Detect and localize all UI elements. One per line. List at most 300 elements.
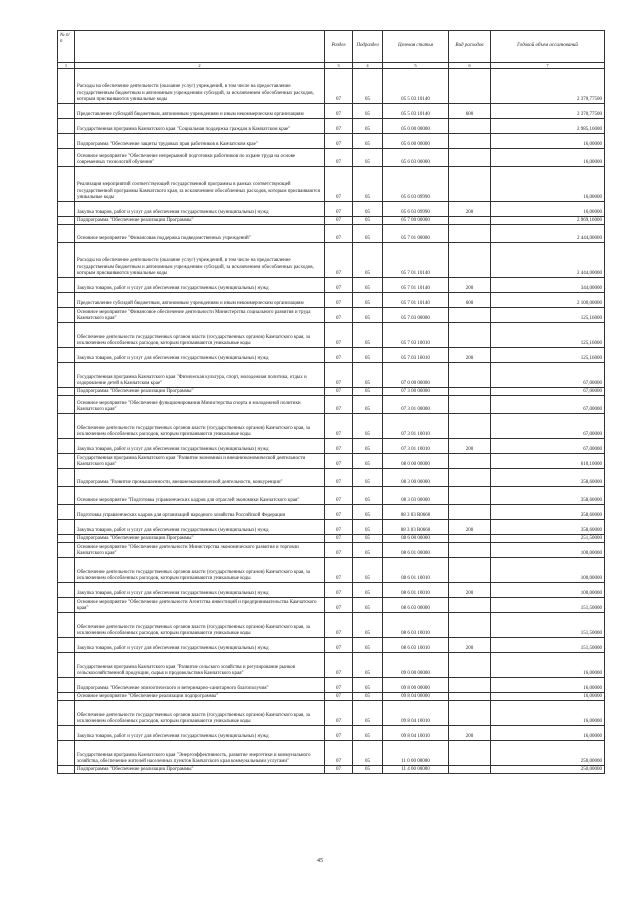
vr-cell: 200 — [449, 202, 491, 217]
index-cell: 4 — [353, 63, 383, 69]
csr-cell: 05 5 03 10140 — [383, 69, 449, 104]
vr-cell — [449, 487, 491, 505]
table-row — [58, 69, 605, 104]
razdel-cell: 07 — [325, 414, 353, 439]
podrazdel-cell: 05 — [353, 308, 383, 323]
num-cell — [58, 505, 75, 520]
vr-cell — [449, 119, 491, 134]
csr-cell: 09 8 00 00000 — [383, 678, 449, 693]
num-cell — [58, 726, 75, 741]
header-num: № п/п — [58, 31, 75, 63]
razdel-cell: 07 — [325, 363, 353, 388]
amount-cell: 2 985,16000 — [491, 119, 605, 134]
table-row — [58, 225, 605, 243]
name-cell: Основное мероприятие "Обеспечение деятельности Агентства инвестиций и предпринимательства Камчатского края" — [75, 598, 325, 613]
vr-cell: 200 — [449, 439, 491, 454]
name-cell: Расходы на обеспечение деятельности (оказание услуг) учреждений, в том числе на предоставление государственным бюджетным и автономным учреждениям субсидий, за исключением обособленных расходов, которым присваиваются уникальные коды — [75, 243, 325, 278]
name-cell: Расходы на обеспечение деятельности (оказание услуг) учреждений, в том числе на предоставление государственным бюджетным и автономным учреждениям субсидий, за исключением обособленных расходов, которым присваиваются уникальные коды — [75, 69, 325, 104]
csr-cell: 05 7 00 00000 — [383, 217, 449, 225]
table-row — [58, 454, 605, 469]
name-cell: Подпрограмма "Обеспечение реализации Программы" — [75, 388, 325, 396]
csr-cell: 05 7 03 00000 — [383, 308, 449, 323]
table-row — [58, 535, 605, 543]
csr-cell: 08 6 01 00000 — [383, 543, 449, 558]
name-cell: Подпрограмма "Обеспечение реализации Программы" — [75, 535, 325, 543]
csr-cell: 08 0 00 00000 — [383, 454, 449, 469]
amount-cell: 16,00000 — [491, 167, 605, 202]
num-cell — [58, 278, 75, 293]
podrazdel-cell: 05 — [353, 583, 383, 598]
table-row — [58, 701, 605, 726]
csr-cell: 07 3 01 10010 — [383, 414, 449, 439]
num-cell — [58, 583, 75, 598]
podrazdel-cell: 05 — [353, 454, 383, 469]
table-row — [58, 149, 605, 167]
podrazdel-cell: 05 — [353, 741, 383, 766]
name-cell: Закупка товаров, работ и услуг для обеспечения государственных (муниципальных) нужд — [75, 726, 325, 741]
header-name — [75, 31, 325, 63]
razdel-cell: 07 — [325, 439, 353, 454]
csr-cell: 07 0 00 00000 — [383, 363, 449, 388]
name-cell: Государственная программа Камчатского края "Физическая культура, спорт, молодежная политика, отдых и оздоровление детей в Камчатском крае" — [75, 363, 325, 388]
index-cell: 6 — [449, 63, 491, 69]
podrazdel-cell: 05 — [353, 323, 383, 348]
amount-cell: 344,00000 — [491, 278, 605, 293]
vr-cell — [449, 414, 491, 439]
name-cell: Основное мероприятие "Обеспечение деятельности Министерства экономического развития и торговли Камчатского края" — [75, 543, 325, 558]
vr-cell — [449, 766, 491, 774]
table-row — [58, 363, 605, 388]
vr-cell — [449, 454, 491, 469]
num-cell — [58, 225, 75, 243]
csr-cell: 08 6 03 00000 — [383, 598, 449, 613]
table-row — [58, 278, 605, 293]
podrazdel-cell: 05 — [353, 134, 383, 149]
table-row — [58, 308, 605, 323]
num-cell — [58, 396, 75, 414]
amount-cell: 100,00000 — [491, 543, 605, 558]
csr-cell: 08 3 03 00000 — [383, 487, 449, 505]
razdel-cell: 07 — [325, 454, 353, 469]
num-cell — [58, 119, 75, 134]
table-row — [58, 202, 605, 217]
vr-cell — [449, 741, 491, 766]
podrazdel-cell: 05 — [353, 348, 383, 363]
podrazdel-cell: 05 — [353, 693, 383, 701]
razdel-cell: 07 — [325, 278, 353, 293]
vr-cell: 600 — [449, 104, 491, 119]
podrazdel-cell: 05 — [353, 487, 383, 505]
table-row — [58, 414, 605, 439]
num-cell — [58, 701, 75, 726]
vr-cell — [449, 598, 491, 613]
vr-cell — [449, 613, 491, 638]
amount-cell: 251,50000 — [491, 535, 605, 543]
num-cell — [58, 693, 75, 701]
num-cell — [58, 348, 75, 363]
podrazdel-cell: 05 — [353, 167, 383, 202]
vr-cell: 600 — [449, 293, 491, 308]
razdel-cell: 07 — [325, 613, 353, 638]
razdel-cell: 07 — [325, 469, 353, 487]
vr-cell — [449, 701, 491, 726]
podrazdel-cell: 05 — [353, 726, 383, 741]
amount-cell: 151,50000 — [491, 638, 605, 653]
amount-cell: 67,00000 — [491, 439, 605, 454]
index-cell: 7 — [491, 63, 605, 69]
num-cell — [58, 363, 75, 388]
table-body — [58, 69, 605, 774]
razdel-cell: 07 — [325, 543, 353, 558]
csr-cell: 08 6 03 10010 — [383, 613, 449, 638]
podrazdel-cell: 05 — [353, 520, 383, 535]
podrazdel-cell: 05 — [353, 535, 383, 543]
csr-cell: 05 5 03 10140 — [383, 104, 449, 119]
num-cell — [58, 613, 75, 638]
name-cell: Государственная программа Камчатского края "Энергоэффективность, развитие энергетики и коммунального хозяйства, обеспечение жителей населенных пунктов Камчатского края коммунальными услугами" — [75, 741, 325, 766]
podrazdel-cell: 05 — [353, 613, 383, 638]
name-cell: Обеспечение деятельности государственных органов власти (государственных органов) Камчатского края, за исключением обособленных расходов, которым присваиваются уникальные коды — [75, 701, 325, 726]
amount-cell: 16,00000 — [491, 134, 605, 149]
razdel-cell: 07 — [325, 535, 353, 543]
csr-cell: 08 6 03 10010 — [383, 638, 449, 653]
amount-cell: 16,00000 — [491, 202, 605, 217]
vr-cell — [449, 558, 491, 583]
table-row — [58, 439, 605, 454]
csr-cell: 08 6 01 10010 — [383, 558, 449, 583]
table-row — [58, 388, 605, 396]
razdel-cell: 07 — [325, 104, 353, 119]
amount-cell: 2 444,00000 — [491, 243, 605, 278]
num-cell — [58, 543, 75, 558]
vr-cell — [449, 505, 491, 520]
name-cell: Предоставление субсидий бюджетным, автономным учреждениям и иным некоммерческим организациям — [75, 293, 325, 308]
name-cell: Закупка товаров, работ и услуг для обеспечения государственных (муниципальных) нужд — [75, 348, 325, 363]
vr-cell — [449, 134, 491, 149]
razdel-cell: 07 — [325, 308, 353, 323]
num-cell — [58, 308, 75, 323]
table-row — [58, 104, 605, 119]
num-cell — [58, 217, 75, 225]
csr-cell: 07 3 01 00000 — [383, 396, 449, 414]
name-cell: Подпрограмма "Обеспечение реализации Программы" — [75, 766, 325, 774]
razdel-cell: 07 — [325, 583, 353, 598]
razdel-cell: 07 — [325, 520, 353, 535]
amount-cell: 16,00000 — [491, 693, 605, 701]
podrazdel-cell: 05 — [353, 543, 383, 558]
name-cell: Закупка товаров, работ и услуг для обеспечения государственных (муниципальных) нужд — [75, 520, 325, 535]
razdel-cell: 07 — [325, 487, 353, 505]
vr-cell — [449, 388, 491, 396]
amount-cell: 2 100,00000 — [491, 293, 605, 308]
num-cell — [58, 202, 75, 217]
num-cell — [58, 323, 75, 348]
header-amount: Годовой объем ассигнований — [491, 31, 605, 63]
num-cell — [58, 520, 75, 535]
header-podrazdel: Подраздел — [353, 31, 383, 63]
razdel-cell: 07 — [325, 505, 353, 520]
table-row — [58, 726, 605, 741]
num-cell — [58, 638, 75, 653]
amount-cell: 151,50000 — [491, 598, 605, 613]
num-cell — [58, 653, 75, 678]
vr-cell — [449, 543, 491, 558]
num-cell — [58, 558, 75, 583]
table-row — [58, 348, 605, 363]
table-row — [58, 583, 605, 598]
table-row — [58, 293, 605, 308]
vr-cell: 200 — [449, 638, 491, 653]
table-row — [58, 323, 605, 348]
amount-cell: 67,00000 — [491, 363, 605, 388]
amount-cell: 67,00000 — [491, 388, 605, 396]
amount-cell: 250,00000 — [491, 766, 605, 774]
razdel-cell: 07 — [325, 396, 353, 414]
table-row — [58, 167, 605, 202]
amount-cell: 67,00000 — [491, 414, 605, 439]
csr-cell: 05 7 01 10140 — [383, 278, 449, 293]
podrazdel-cell: 05 — [353, 766, 383, 774]
table-row — [58, 469, 605, 487]
razdel-cell: 07 — [325, 766, 353, 774]
name-cell: Основное мероприятие "Обеспечение реализации подпрограммы" — [75, 693, 325, 701]
vr-cell — [449, 225, 491, 243]
vr-cell: 200 — [449, 726, 491, 741]
header-csr: Целевая статья — [383, 31, 449, 63]
csr-cell: 05 7 03 10010 — [383, 348, 449, 363]
table-row — [58, 613, 605, 638]
amount-cell: 16,00000 — [491, 701, 605, 726]
podrazdel-cell: 05 — [353, 598, 383, 613]
csr-cell: 05 7 01 10140 — [383, 293, 449, 308]
vr-cell — [449, 535, 491, 543]
table-row — [58, 693, 605, 701]
csr-cell: 05 7 03 10010 — [383, 323, 449, 348]
page-number: 45 — [317, 858, 323, 864]
razdel-cell: 07 — [325, 119, 353, 134]
podrazdel-cell: 05 — [353, 388, 383, 396]
num-cell — [58, 414, 75, 439]
razdel-cell: 07 — [325, 243, 353, 278]
amount-cell: 2 969,16000 — [491, 217, 605, 225]
razdel-cell: 07 — [325, 293, 353, 308]
razdel-cell: 07 — [325, 558, 353, 583]
vr-cell: 200 — [449, 348, 491, 363]
num-cell — [58, 741, 75, 766]
table-row — [58, 741, 605, 766]
num-cell — [58, 104, 75, 119]
document-page — [57, 30, 604, 774]
csr-cell: 08 6 01 10010 — [383, 583, 449, 598]
table-row — [58, 543, 605, 558]
podrazdel-cell: 05 — [353, 439, 383, 454]
table-header-row — [58, 31, 605, 63]
razdel-cell: 07 — [325, 167, 353, 202]
table-row — [58, 598, 605, 613]
vr-cell: 200 — [449, 278, 491, 293]
name-cell: Подпрограмма "Развитие промышленности, внешнеэкономической деятельности, конкуренции" — [75, 469, 325, 487]
name-cell: Закупка товаров, работ и услуг для обеспечения государственных (муниципальных) нужд — [75, 439, 325, 454]
razdel-cell: 07 — [325, 217, 353, 225]
table-row — [58, 134, 605, 149]
num-cell — [58, 134, 75, 149]
amount-cell: 2 370,77500 — [491, 69, 605, 104]
index-cell: 1 — [58, 63, 75, 69]
podrazdel-cell: 05 — [353, 278, 383, 293]
podrazdel-cell: 05 — [353, 505, 383, 520]
vr-cell — [449, 396, 491, 414]
num-cell — [58, 487, 75, 505]
podrazdel-cell: 05 — [353, 653, 383, 678]
podrazdel-cell: 05 — [353, 202, 383, 217]
amount-cell: 151,50000 — [491, 613, 605, 638]
name-cell: Подготовка управленческих кадров для организаций народного хозяйства Российской Федерации — [75, 505, 325, 520]
amount-cell: 358,60000 — [491, 505, 605, 520]
index-cell: 2 — [75, 63, 325, 69]
podrazdel-cell: 05 — [353, 414, 383, 439]
podrazdel-cell: 05 — [353, 225, 383, 243]
name-cell: Основное мероприятие "Обеспечение непрерывной подготовки работников по охране труда на основе современных технологий обучения" — [75, 149, 325, 167]
num-cell — [58, 454, 75, 469]
name-cell: Закупка товаров, работ и услуг для обеспечения государственных (муниципальных) нужд — [75, 638, 325, 653]
csr-cell: 05 6 00 00000 — [383, 134, 449, 149]
num-cell — [58, 469, 75, 487]
razdel-cell: 07 — [325, 225, 353, 243]
table-row — [58, 638, 605, 653]
name-cell: Подпрограмма "Обеспечение защиты трудовых прав работников в Камчатском крае" — [75, 134, 325, 149]
vr-cell — [449, 308, 491, 323]
amount-cell: 16,00000 — [491, 653, 605, 678]
razdel-cell: 07 — [325, 149, 353, 167]
razdel-cell: 07 — [325, 69, 353, 104]
podrazdel-cell: 05 — [353, 558, 383, 583]
csr-cell: 05 6 03 09990 — [383, 202, 449, 217]
amount-cell: 358,60000 — [491, 469, 605, 487]
amount-cell: 100,00000 — [491, 558, 605, 583]
podrazdel-cell: 05 — [353, 217, 383, 225]
csr-cell: 05 7 01 10140 — [383, 243, 449, 278]
csr-cell: 08 6 00 00000 — [383, 535, 449, 543]
podrazdel-cell: 05 — [353, 396, 383, 414]
num-cell — [58, 535, 75, 543]
podrazdel-cell: 05 — [353, 363, 383, 388]
num-cell — [58, 766, 75, 774]
podrazdel-cell: 05 — [353, 701, 383, 726]
table-row — [58, 558, 605, 583]
amount-cell: 2 444,00000 — [491, 225, 605, 243]
vr-cell — [449, 167, 491, 202]
vr-cell — [449, 363, 491, 388]
csr-cell: 05 6 03 09990 — [383, 167, 449, 202]
razdel-cell: 07 — [325, 701, 353, 726]
vr-cell — [449, 653, 491, 678]
razdel-cell: 07 — [325, 653, 353, 678]
vr-cell — [449, 323, 491, 348]
podrazdel-cell: 05 — [353, 104, 383, 119]
num-cell — [58, 439, 75, 454]
razdel-cell: 07 — [325, 348, 353, 363]
name-cell: Подпрограмма "Обеспечение эпизоотического и ветеринарно-санитарного благополучия" — [75, 678, 325, 693]
vr-cell — [449, 217, 491, 225]
name-cell: Подпрограмма "Обеспечение реализации Программы" — [75, 217, 325, 225]
razdel-cell: 07 — [325, 638, 353, 653]
amount-cell: 16,00000 — [491, 149, 605, 167]
csr-cell: 09 8 04 00000 — [383, 693, 449, 701]
table-row — [58, 653, 605, 678]
name-cell: Закупка товаров, работ и услуг для обеспечения государственных (муниципальных) нужд — [75, 583, 325, 598]
podrazdel-cell: 05 — [353, 69, 383, 104]
budget-table — [57, 30, 605, 774]
amount-cell: 16,00000 — [491, 726, 605, 741]
num-cell — [58, 293, 75, 308]
csr-cell: 05 7 01 00000 — [383, 225, 449, 243]
name-cell: Обеспечение деятельности государственных органов власти (государственных органов) Камчатского края, за исключением обособленных расходов, которым присваиваются уникальные коды — [75, 414, 325, 439]
amount-cell: 358,60000 — [491, 487, 605, 505]
name-cell: Основное мероприятие "Подготовка управленческих кадров для отраслей экономики Камчатского края" — [75, 487, 325, 505]
name-cell: Предоставление субсидий бюджетным, автономным учреждениям и иным некоммерческим организациям — [75, 104, 325, 119]
csr-cell: 05 0 00 00000 — [383, 119, 449, 134]
vr-cell — [449, 678, 491, 693]
vr-cell — [449, 243, 491, 278]
csr-cell: 08 3 03 R0660 — [383, 520, 449, 535]
num-cell — [58, 167, 75, 202]
razdel-cell: 07 — [325, 726, 353, 741]
vr-cell — [449, 69, 491, 104]
amount-cell: 100,00000 — [491, 583, 605, 598]
podrazdel-cell: 05 — [353, 469, 383, 487]
name-cell: Обеспечение деятельности государственных органов власти (государственных органов) Камчатского края, за исключением обособленных расходов, которым присваиваются уникальные коды — [75, 558, 325, 583]
amount-cell: 125,16000 — [491, 323, 605, 348]
header-razdel: Раздел — [325, 31, 353, 63]
csr-cell: 11 0 00 00000 — [383, 741, 449, 766]
header-vr: Вид расходов — [449, 31, 491, 63]
table-row — [58, 243, 605, 278]
razdel-cell: 07 — [325, 134, 353, 149]
num-cell — [58, 69, 75, 104]
table-row — [58, 505, 605, 520]
vr-cell: 200 — [449, 583, 491, 598]
podrazdel-cell: 05 — [353, 678, 383, 693]
num-cell — [58, 243, 75, 278]
csr-cell: 07 3 01 10010 — [383, 439, 449, 454]
razdel-cell: 07 — [325, 323, 353, 348]
table-row — [58, 766, 605, 774]
vr-cell: 200 — [449, 520, 491, 535]
csr-cell: 09 8 04 10010 — [383, 726, 449, 741]
num-cell — [58, 598, 75, 613]
table-row — [58, 520, 605, 535]
name-cell: Государственная программа Камчатского края "Развитие сельского хозяйства и регулирование рынков сельскохозяйственной продукции, сырья и продовольствия Камчатского края" — [75, 653, 325, 678]
vr-cell — [449, 693, 491, 701]
csr-cell: 05 6 03 00000 — [383, 149, 449, 167]
table-row — [58, 678, 605, 693]
amount-cell: 67,00000 — [491, 396, 605, 414]
vr-cell — [449, 149, 491, 167]
csr-cell: 09 8 04 10010 — [383, 701, 449, 726]
csr-cell: 08 3 03 R0660 — [383, 505, 449, 520]
amount-cell: 2 370,77500 — [491, 104, 605, 119]
amount-cell: 250,00000 — [491, 741, 605, 766]
podrazdel-cell: 05 — [353, 293, 383, 308]
num-cell — [58, 678, 75, 693]
csr-cell: 08 3 00 00000 — [383, 469, 449, 487]
csr-cell: 09 0 00 00000 — [383, 653, 449, 678]
amount-cell: 610,10000 — [491, 454, 605, 469]
amount-cell: 16,00000 — [491, 678, 605, 693]
razdel-cell: 07 — [325, 678, 353, 693]
name-cell: Реализация мероприятий соответствующей государственной программы в рамках соответствующей государственной программы Камчатского края, за исключением обособленных расходов, которым присваиваются уникальные коды — [75, 167, 325, 202]
table-row — [58, 396, 605, 414]
